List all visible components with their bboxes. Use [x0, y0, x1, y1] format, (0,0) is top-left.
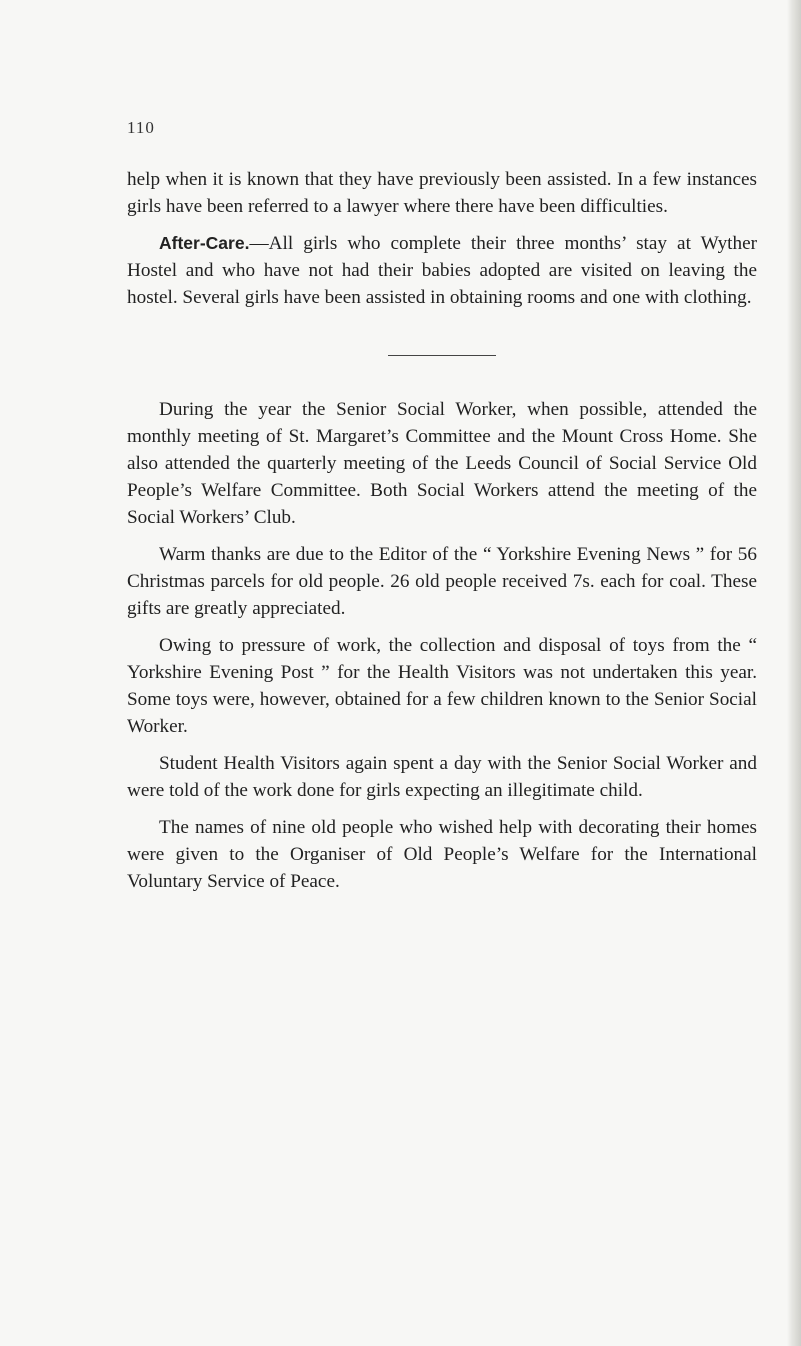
paragraph-meetings: During the year the Senior Social Worker, when possible, attended the monthly meeting of St. Margaret’s Committee and the Mount Cross Home. She also attended the quarterly meeting of the Leeds Council of Social Service Old People’s Welfare Committee. Both Social Workers attend the meeting of the Social Workers’ Club. — [127, 399, 757, 528]
page-edge-shadow — [787, 0, 801, 1346]
section-heading-after-care: After-Care. — [159, 233, 250, 253]
body-text — [127, 166, 757, 905]
paragraph-toys: Owing to pressure of work, the collection and disposal of toys from the “ Yorkshire Evening Post ” for the Health Visitors was not undertaken this year. Some toys were, however, obtained for a few children known to the Senior Social Worker. — [127, 635, 757, 737]
paragraph-text: —All girls who complete their three months’ stay at Wyther Hostel and who have not had their babies adopted are visited on leaving the hostel. Several girls have been assisted in obtaining rooms and one with clothing. — [127, 233, 757, 308]
paragraph-thanks: Warm thanks are due to the Editor of the “ Yorkshire Evening News ” for 56 Christmas parcels for old people. 26 old people received 7s. each for coal. These gifts are greatly appreciated. — [127, 544, 757, 619]
paragraph-decorating: The names of nine old people who wished help with decorating their homes were given to the Organiser of Old People’s Welfare for the International Voluntary Service of Peace. — [127, 817, 757, 892]
paragraph-text: help when it is known that they have previously been assisted. In a few instances girls have been referred to a lawyer where there have been difficulties. — [127, 169, 757, 217]
paragraph-after-care — [127, 230, 757, 311]
paragraph-continuation — [127, 166, 757, 220]
page-number: 110 — [127, 118, 155, 137]
paragraph-student-health-visitors: Student Health Visitors again spent a day with the Senior Social Worker and were told of the work done for girls expecting an illegitimate child. — [127, 753, 757, 801]
section-divider — [388, 355, 496, 356]
